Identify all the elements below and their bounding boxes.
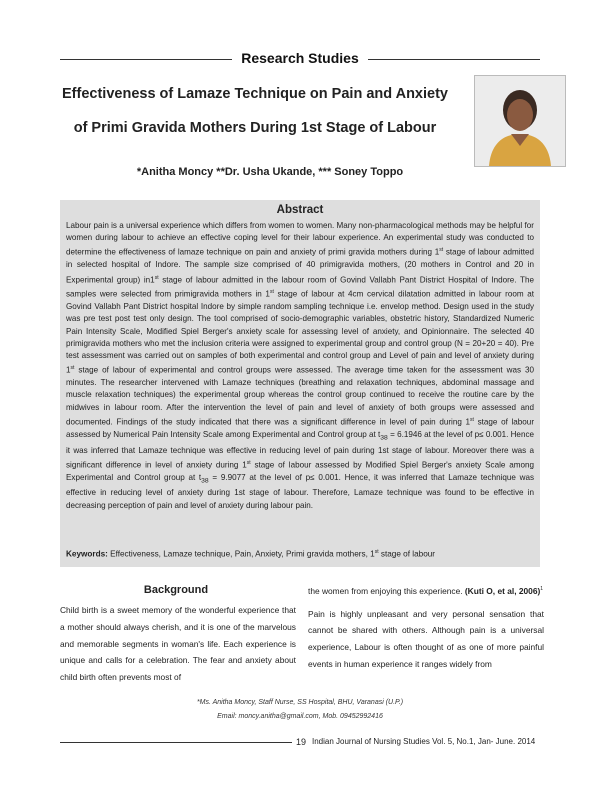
header-rule-left bbox=[60, 59, 232, 60]
article-title-line2: of Primi Gravida Mothers During 1st Stage of Labour bbox=[73, 120, 437, 136]
keywords: Keywords: Effectiveness, Lamaze technique, Pain, Anxiety, Primi gravida mothers, 1st stage of labour bbox=[66, 549, 436, 559]
journal-info: Indian Journal of Nursing Studies Vol. 5, No.1, Jan- June. 2014 bbox=[312, 737, 536, 746]
section-label: Research Studies bbox=[241, 50, 359, 66]
article-title-line1: Effectiveness of Lamaze Technique on Pain and Anxiety bbox=[62, 86, 448, 102]
page-number: 19 bbox=[296, 737, 307, 747]
author-contact: Email: moncy.anitha@gmail.com, Mob. 09452992416 bbox=[217, 713, 383, 720]
background-right-column: the women from enjoying this experience. (Kuti O, et al, 2006)$^1$ Pain is highly unpleasant and very personal sensation that cannot be shared with others. Although pain is a universal experience, Labour is often thought of as one of more painful events in human experience it ranges widely from bbox=[308, 581, 544, 673]
header-rule-right bbox=[368, 59, 540, 60]
background-right-text2: Pain is highly unpleasant and very personal sensation that cannot be shared with others. Although pain is a universal experience, Labour is often thought of as one of more painful events in human experience it ranges widely from bbox=[308, 608, 544, 669]
background-right-text1: the women from enjoying this experience. bbox=[308, 585, 465, 596]
keywords-label: Keywords: bbox=[66, 549, 108, 559]
background-left-column: Child birth is a sweet memory of the wonderful experience that a mother should always cherish, and it is one of the marvelous and memorable segments in woman's life. Each experience is unique and calls for a celebration. The fear and anxiety about child birth often prevents most of bbox=[60, 605, 296, 683]
author-photo bbox=[474, 75, 566, 167]
author-list: *Anitha Moncy **Dr. Usha Ukande, *** Soney Toppo bbox=[136, 166, 404, 178]
abstract-heading: Abstract bbox=[276, 204, 324, 216]
background-heading: Background bbox=[143, 584, 209, 596]
keywords-text: Effectiveness, Lamaze technique, Pain, Anxiety, Primi gravida mothers, 1 bbox=[107, 549, 375, 559]
citation: (Kuti O, et al, 2006) bbox=[464, 585, 541, 596]
author-portrait-image bbox=[475, 76, 565, 166]
author-footnote: *Ms. Anitha Moncy, Staff Nurse, SS Hospital, BHU, Varanasi (U.P.) bbox=[196, 699, 404, 706]
footer-rule bbox=[60, 742, 292, 743]
abstract-text: Labour pain is a universal experience which differs from women to women. Many non-pharmacological methods may be helpful for women during labour to achieve an effective coping level for their labour experience. An experimental study was conducted to determine the effectiveness of lamaze technique on pain and anxiety of primi gravida mothers during 1st stage of labour admitted in selected hospital of Indore. The sample size comprised of 40 primigravida mothers, (20 mothers in Control and 20 in Experimental group) in1st stage of labour admitted in the labour room of Govind Vallabh Pant District Hospital of Indore. The samples were selected from primigravida mothers in 1st stage of labour at 4cm cervical dilatation admitted in labour room at Govind Vallabh Pant District hospital Indore by simple random sampling technique i.e. envelop method. Design used in the study was pre test post test only design. The tool comprised of socio-demographic variables, obstetric history, Standardized Numeric Pain Intensity Scale, Modified Spiel Berger's anxiety scale for assessing level of anxiety, and Opinionnaire. The selected 40 primigravida mothers who met the inclusion criteria were assigned to experimental group and control group (N = 20+20 = 40). Pre test assessment was carried out on samples of both experimental and control group and Level of pain and level of anxiety during 1st stage of labour of experimental and control groups were assessed. The average time taken for the assessment was 30 minutes. The researcher intervened with Lamaze techniques (breathing and relaxation techniques, abdominal massage and muscle relaxation techniques) the experimental group whereas the control group continued to receive the routine care by the midwives in labour room. After the intervention the level of pain and level of anxiety of both groups were assessed and documented. Findings of the study indicated that there was a significant difference in level of pain during 1st stage of labour assessed by Numerical Pain Intensity Scale among Experimental and Control group at $t_{38} = 6.1946$ at the level of p≤ 0.001. Hence it was inferred that Lamaze technique was effective in reducing level of pain during 1st stage of labour. Moreover there was a significant difference in level of anxiety during 1st stage of labour assessed by Modified Spiel Berger's anxiety Scale among Experimental and Control group at $t_{38} = 9.9077$ at the level of p≤ 0.001. Hence, it was inferred that Lamaze technique was effective in reducing level of anxiety during 1st stage of labour. Therefore, Lamaze technique was found to be effective in decreasing perception of pain and level of anxiety during labour pain. bbox=[66, 221, 535, 510]
